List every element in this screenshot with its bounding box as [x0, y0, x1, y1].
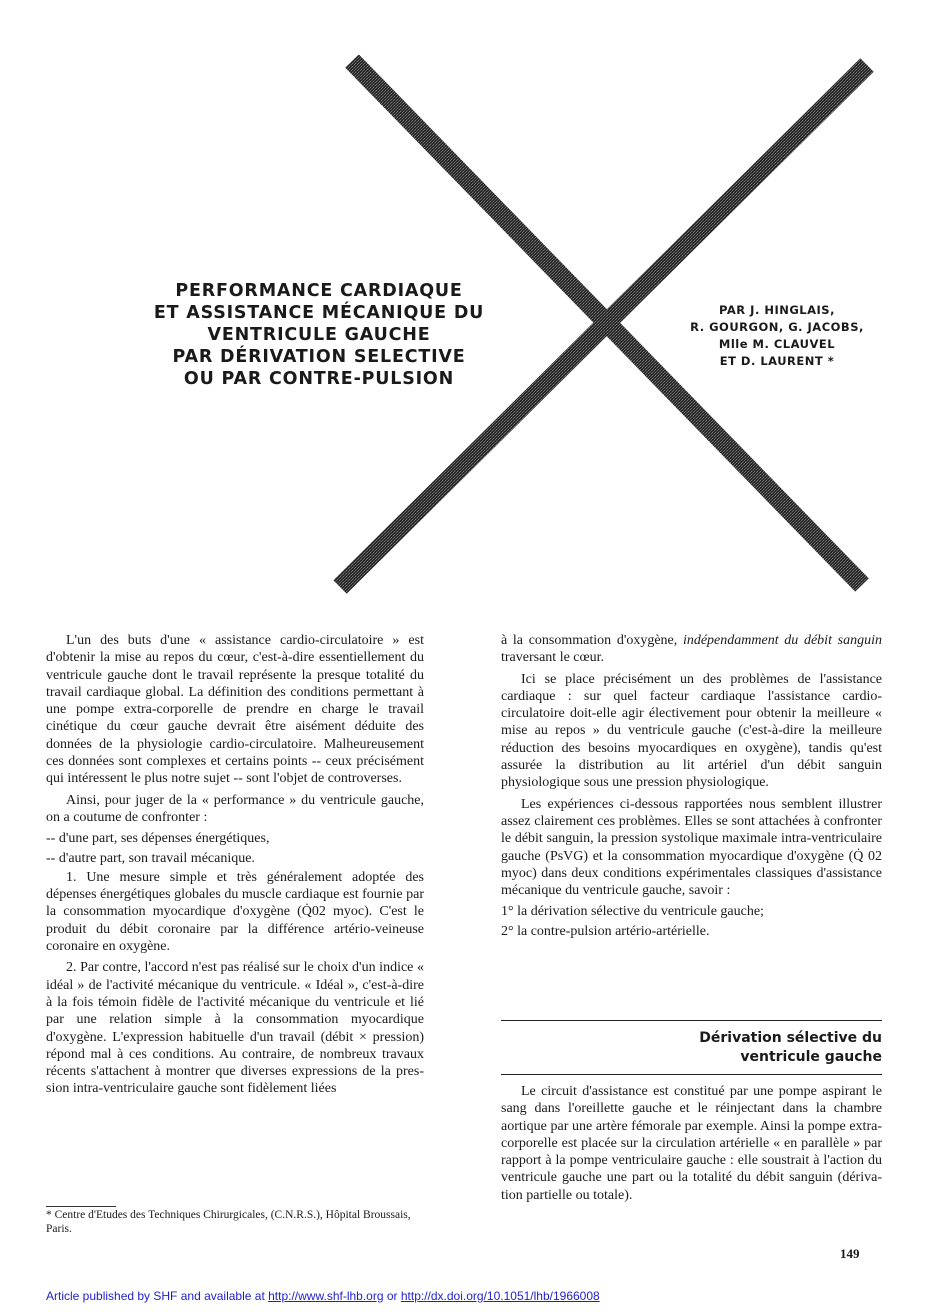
attribution-text: or: [383, 1289, 401, 1303]
text-run: traversant le cœur.: [501, 650, 605, 666]
paragraph: Ainsi, pour juger de la « performance » du ventricule gauche, on a coutume de confronter :: [46, 792, 424, 825]
footnote: * Centre d'Etudes des Techniques Chirurgicales, (C.N.R.S.), Hôpital Broussais, Paris.: [46, 1209, 411, 1235]
author-line: R. GOURGON, G. JACOBS,: [690, 320, 864, 334]
paragraph: 1. Une mesure simple et très généralement adoptée des dépenses énergétiques globales du muscle cardiaque est fournie par la consommation myocardique d'oxygène (Q̇02 myoc). C'est le produit du débit coronaire par la différence artério-veineuse coronaire en oxygène.: [46, 869, 424, 955]
list-item: 1° la dérivation sélective du ventricule gauche;: [501, 904, 764, 920]
shf-link[interactable]: http://www.shf-lhb.org: [268, 1289, 384, 1303]
title-line: OU PAR CONTRE-PULSION: [183, 369, 455, 389]
section-body: [501, 1083, 882, 1208]
title-line: PAR DÉRIVATION SELECTIVE: [172, 347, 466, 367]
section-heading: [600, 1029, 882, 1067]
author-line: Mlle M. CLAUVEL: [718, 337, 836, 351]
doi-link[interactable]: http://dx.doi.org/10.1051/lhb/1966008: [400, 1289, 600, 1303]
paragraph: [501, 632, 882, 667]
heading-line: ventricule gauche: [740, 1049, 882, 1065]
author-line: PAR J. HINGLAIS,: [719, 303, 835, 317]
comparison-list: [46, 830, 424, 867]
paragraph: Le circuit d'assistance est constitué par une pompe aspirant le sang dans l'oreillette gauche et le réinjectant dans la chambre aortique par une artère fémorale par exemple. Ainsi la pompe extracorporelle est placée sur la circulation artérielle « en parallèle » par rapport à la pompe ventriculaire gauche : elle soustrait à l'action du ventricule gauche une part ou la totalité du débit sanguin (dérivation partielle ou totale).: [501, 1084, 882, 1203]
left-column: [46, 632, 424, 1102]
paragraph: L'un des buts d'une « assistance cardio-circulatoire » est d'obtenir la mise au repos du cœur, c'est-à-dire essentiellement du ventricule gauche dont le travail représente la presque totalité du travail cardiaque global. La définition des conditions permettant à une pompe extra-corporelle de prendre en charge le travail cinétique du cœur gauche devrait être aisément déduite des données de la physiologie cardio-circulatoire. Malheureusement ces données sont complexes et certains points -- ceux précisément qui intéressent le plus notre sujet -- sont l'objet de controverses.: [46, 633, 424, 787]
right-column: [501, 632, 882, 942]
author-list: [662, 302, 892, 370]
attribution-line: [46, 1289, 906, 1303]
title-line: ET ASSISTANCE MÉCANIQUE DU: [153, 303, 485, 323]
section-rule-bottom: [501, 1074, 882, 1075]
emphasis: indépendamment du débit sanguin: [682, 633, 882, 648]
list-item: -- d'une part, ses dépenses énergétiques,: [46, 831, 270, 847]
paragraph: Ici se place précisément un des problèmes de l'assistance cardiaque : sur quel facteur cardiaque l'assistance cardio-circulatoire doit-elle agir électivement pour obtenir la meilleure « mise au repos » du ventricule gauche (c'est-à-dire la meilleure réduction des besoins myocardiques en oxygène), tandis qu'est assurée la distribution au lit artériel d'un débit sanguin physiologique sous une pression physiologique.: [501, 671, 882, 791]
list-item: 2° la contre-pulsion artério-artérielle.: [501, 923, 710, 939]
title-line: VENTRICULE GAUCHE: [207, 325, 431, 345]
text-run: à la consommation d'oxygène,: [501, 633, 683, 648]
paragraph: 2. Par contre, l'accord n'est pas réalisé sur le choix d'un indice « idéal » de l'activité mécanique du ventricule. « Idéal », c'est-à-dire à la fois témoin fidèle de l'activité mécanique du ventricule et lié par une relation simple à la consommation myocardique d'oxygène. L'expression habituelle d'un travail (débit × pression) répond mal à ces conditions. Au contraire, de nombreux travaux récents s'attachent à montrer que diverses expressions de la pression intra-ventriculaire gauche sont fidèlement liées: [46, 960, 424, 1097]
page-number: 149: [840, 1246, 860, 1261]
paragraph: Les expériences ci-dessous rapportées nous semblent illustrer assez clairement ces problèmes. Elles se sont attachées à confronter le débit sanguin, la pression systolique maximale intra-ventriculaire gauche (PsVG) et la consommation myocardique d'oxygène (Q̇ 02 myoc) dans deux conditions expérimentales classiques d'assistance mécanique du ventricule gauche, savoir :: [501, 796, 882, 899]
author-line: ET D. LAURENT *: [719, 354, 835, 368]
footnote-divider: [46, 1206, 116, 1207]
heading-line: Dérivation sélective du: [699, 1030, 882, 1046]
title-line: PERFORMANCE CARDIAQUE: [175, 281, 463, 301]
attribution-text: Article published by SHF and available at: [46, 1289, 269, 1303]
section-rule-top: [501, 1020, 882, 1021]
conditions-list: [501, 903, 882, 940]
list-item: -- d'autre part, son travail mécanique.: [46, 850, 255, 866]
article-title: [140, 280, 498, 390]
